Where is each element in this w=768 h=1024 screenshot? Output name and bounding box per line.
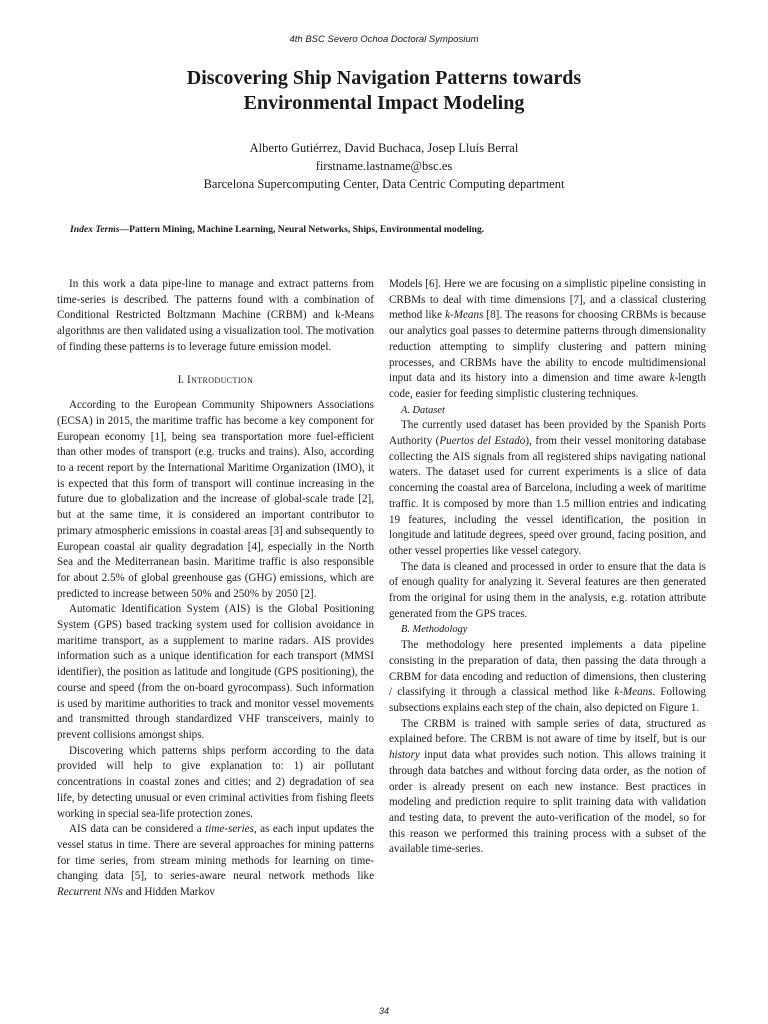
author-block <box>0 139 768 193</box>
abstract-paragraph: In this work a data pipe-line to manage and extract patterns from time-series is described. The patterns found with a combination of Conditional Restricted Boltzmann Machine (CRBM) and k-Means algorithms are then validated using a visualization tool. The motivation of finding these patterns is to leverage future emission model. <box>57 278 374 353</box>
methodology-paragraph-2 <box>389 717 706 858</box>
text-run: The methodology here presented implements a data pipeline consisting in the preparation of data, then passing the data through a CRBM for data encoding and reduction of dimensions, then clustering / classifying it through a classical method like <box>389 639 706 699</box>
intro-paragraph-1: According to the European Community Shipowners Associations (ECSA) in 2015, the maritime traffic has become a key component for European economy [1], being sea transportation more fuel-efficient than other modes of transport (e.g. trucks and trains). Also, according to a recent report by the International Maritime Organization (IMO), it is expected that this form of transport will continue increasing in the future due to globalization and the increase of global-scale trade [2], but at the same time, it is considered an important contributor to primary atmospheric emissions in coastal areas [3] and subsequently to European coastal air quality degradation [4], especially in the North Sea and the Mediterranean basin. Maritime traffic is also responsible for about 2.5% of global greenhouse gas (GHG) emissions, which are predicted to increase between 50% and 250% by 2050 [2]. <box>57 399 374 600</box>
intro-paragraph-3: Discovering which patterns ships perform according to the data provided will help to give explanation to: 1) air pollutant concentrations in coastal zones and cities; and 2) degradation of sea life, by detecting unusual or even criminal activities from fishing fleets working in special sea-life protection zones. <box>57 744 374 820</box>
emphasis-puertos: Puertos del Estado <box>439 435 526 448</box>
text-run: [8]. The reasons for choosing CRBMs is because our analytics goal passes to determine patterns through dimensionality reduction attempting to simplify clustering and pattern mining processes, and CRBMs have the ability to encode multidimensional input data and its history into a dimension and time aware <box>389 309 706 385</box>
text-run: -length code, easier for feeding simplistic clustering techniques. <box>389 372 706 400</box>
intro-paragraph-4 <box>57 822 374 901</box>
text-run: , as each input updates the vessel status in time. There are several approaches for mining patterns for time series, from stream mining methods for learning on time-changing data [5], to series-aware neural network methods like <box>57 823 374 883</box>
section-title: Introduction <box>186 373 254 386</box>
author-names: Alberto Gutiérrez, David Buchaca, Josep Lluís Berral <box>249 141 519 155</box>
dataset-paragraph-1 <box>389 418 706 559</box>
subsection-heading-dataset: A. Dataset <box>401 404 445 416</box>
author-email: firstname.lastname@bsc.es <box>315 159 453 173</box>
section-heading-introduction <box>57 373 374 389</box>
index-terms <box>70 223 698 236</box>
emphasis-recurrent-nns: Recurrent NNs <box>57 886 123 899</box>
running-header: 4th BSC Severo Ochoa Doctoral Symposium <box>289 34 479 45</box>
left-column <box>57 277 374 901</box>
text-run: The currently used dataset has been provided by the Spanish Ports Authority ( <box>389 419 706 448</box>
text-run: input data what provides such notion. This allows training it through data batches and without forcing data order, as the notion of order is already present on each new instance. Best practices in modeling and prediction require to split training data with validation and testing data, to prevent the auto-verification of the model, so for this reason we performed this training process with a subset of the available time-series. <box>389 749 706 856</box>
paper-title <box>100 66 668 116</box>
methodology-paragraph-1 <box>389 638 706 717</box>
intro-paragraph-continued <box>389 277 706 403</box>
emphasis-history: history <box>389 749 420 762</box>
emphasis-time-series: time-series <box>205 823 254 836</box>
text-run: . Following subsections explains each step of the chain, also depicted on Figure 1. <box>389 686 707 714</box>
page-number: 34 <box>378 1006 389 1016</box>
text-run: ), from their vessel monitoring database collecting the AIS signals from all registered ships navigating national waters. The dataset used for current experiments is a slice of data concerning the coastal area of Barcelona, including a week of maritime traffic. It is composed by more than 1.5 million entries and indicating 19 features, including the vessel identification, the position in longitude and latitude degrees, speed over ground, facing position, and other vessel properties like vessel category. <box>389 435 706 557</box>
title-line-1: Discovering Ship Navigation Patterns towards <box>186 67 582 89</box>
right-column <box>389 277 706 858</box>
emphasis-k: k <box>669 372 675 385</box>
emphasis-k-means: k-Means <box>614 686 653 699</box>
index-terms-label: Index Terms <box>70 224 120 235</box>
emphasis-k-means: k-Means <box>445 309 484 322</box>
dataset-paragraph-2: The data is cleaned and processed in order to ensure that the data is of enough quality for analyzing it. Several features are then generated from the original for using them in the analysis, e.g. rotation attribute generated from the GPS traces. <box>389 560 706 620</box>
text-run: The CRBM is trained with sample series of data, structured as explained before. The CRBM is not aware of time by itself, but is our <box>389 717 706 746</box>
subsection-heading-methodology: B. Methodology <box>401 624 468 636</box>
title-line-2: Environmental Impact Modeling <box>243 92 525 114</box>
text-run: and Hidden Markov <box>122 886 215 899</box>
section-number: I. <box>177 373 185 386</box>
intro-paragraph-2: Automatic Identification System (AIS) is the Global Positioning System (GPS) based tracking system used for collision avoidance in maritime transport, as a supplement to marine radars. AIS provides information such as a unique identification for each transport (MMSI identifier), the position as latitude and longitude (GPS positioning), the course and speed (from the on-board gyrocompass). Such information is used by maritime authorities to track and monitor vessel movements and transmitted through standardized VHF transceivers, mainly to prevent collisions amongst ships. <box>57 603 374 741</box>
index-terms-text: —Pattern Mining, Machine Learning, Neural Networks, Ships, Environmental modeling. <box>119 224 485 235</box>
text-run: Models [6]. Here we are focusing on a simplistic pipeline consisting in CRBMs to deal with time dimensions [7], and a classical clustering method like <box>389 278 706 322</box>
author-affiliation: Barcelona Supercomputing Center, Data Centric Computing department <box>203 177 565 191</box>
text-run: AIS data can be considered a <box>69 823 206 836</box>
